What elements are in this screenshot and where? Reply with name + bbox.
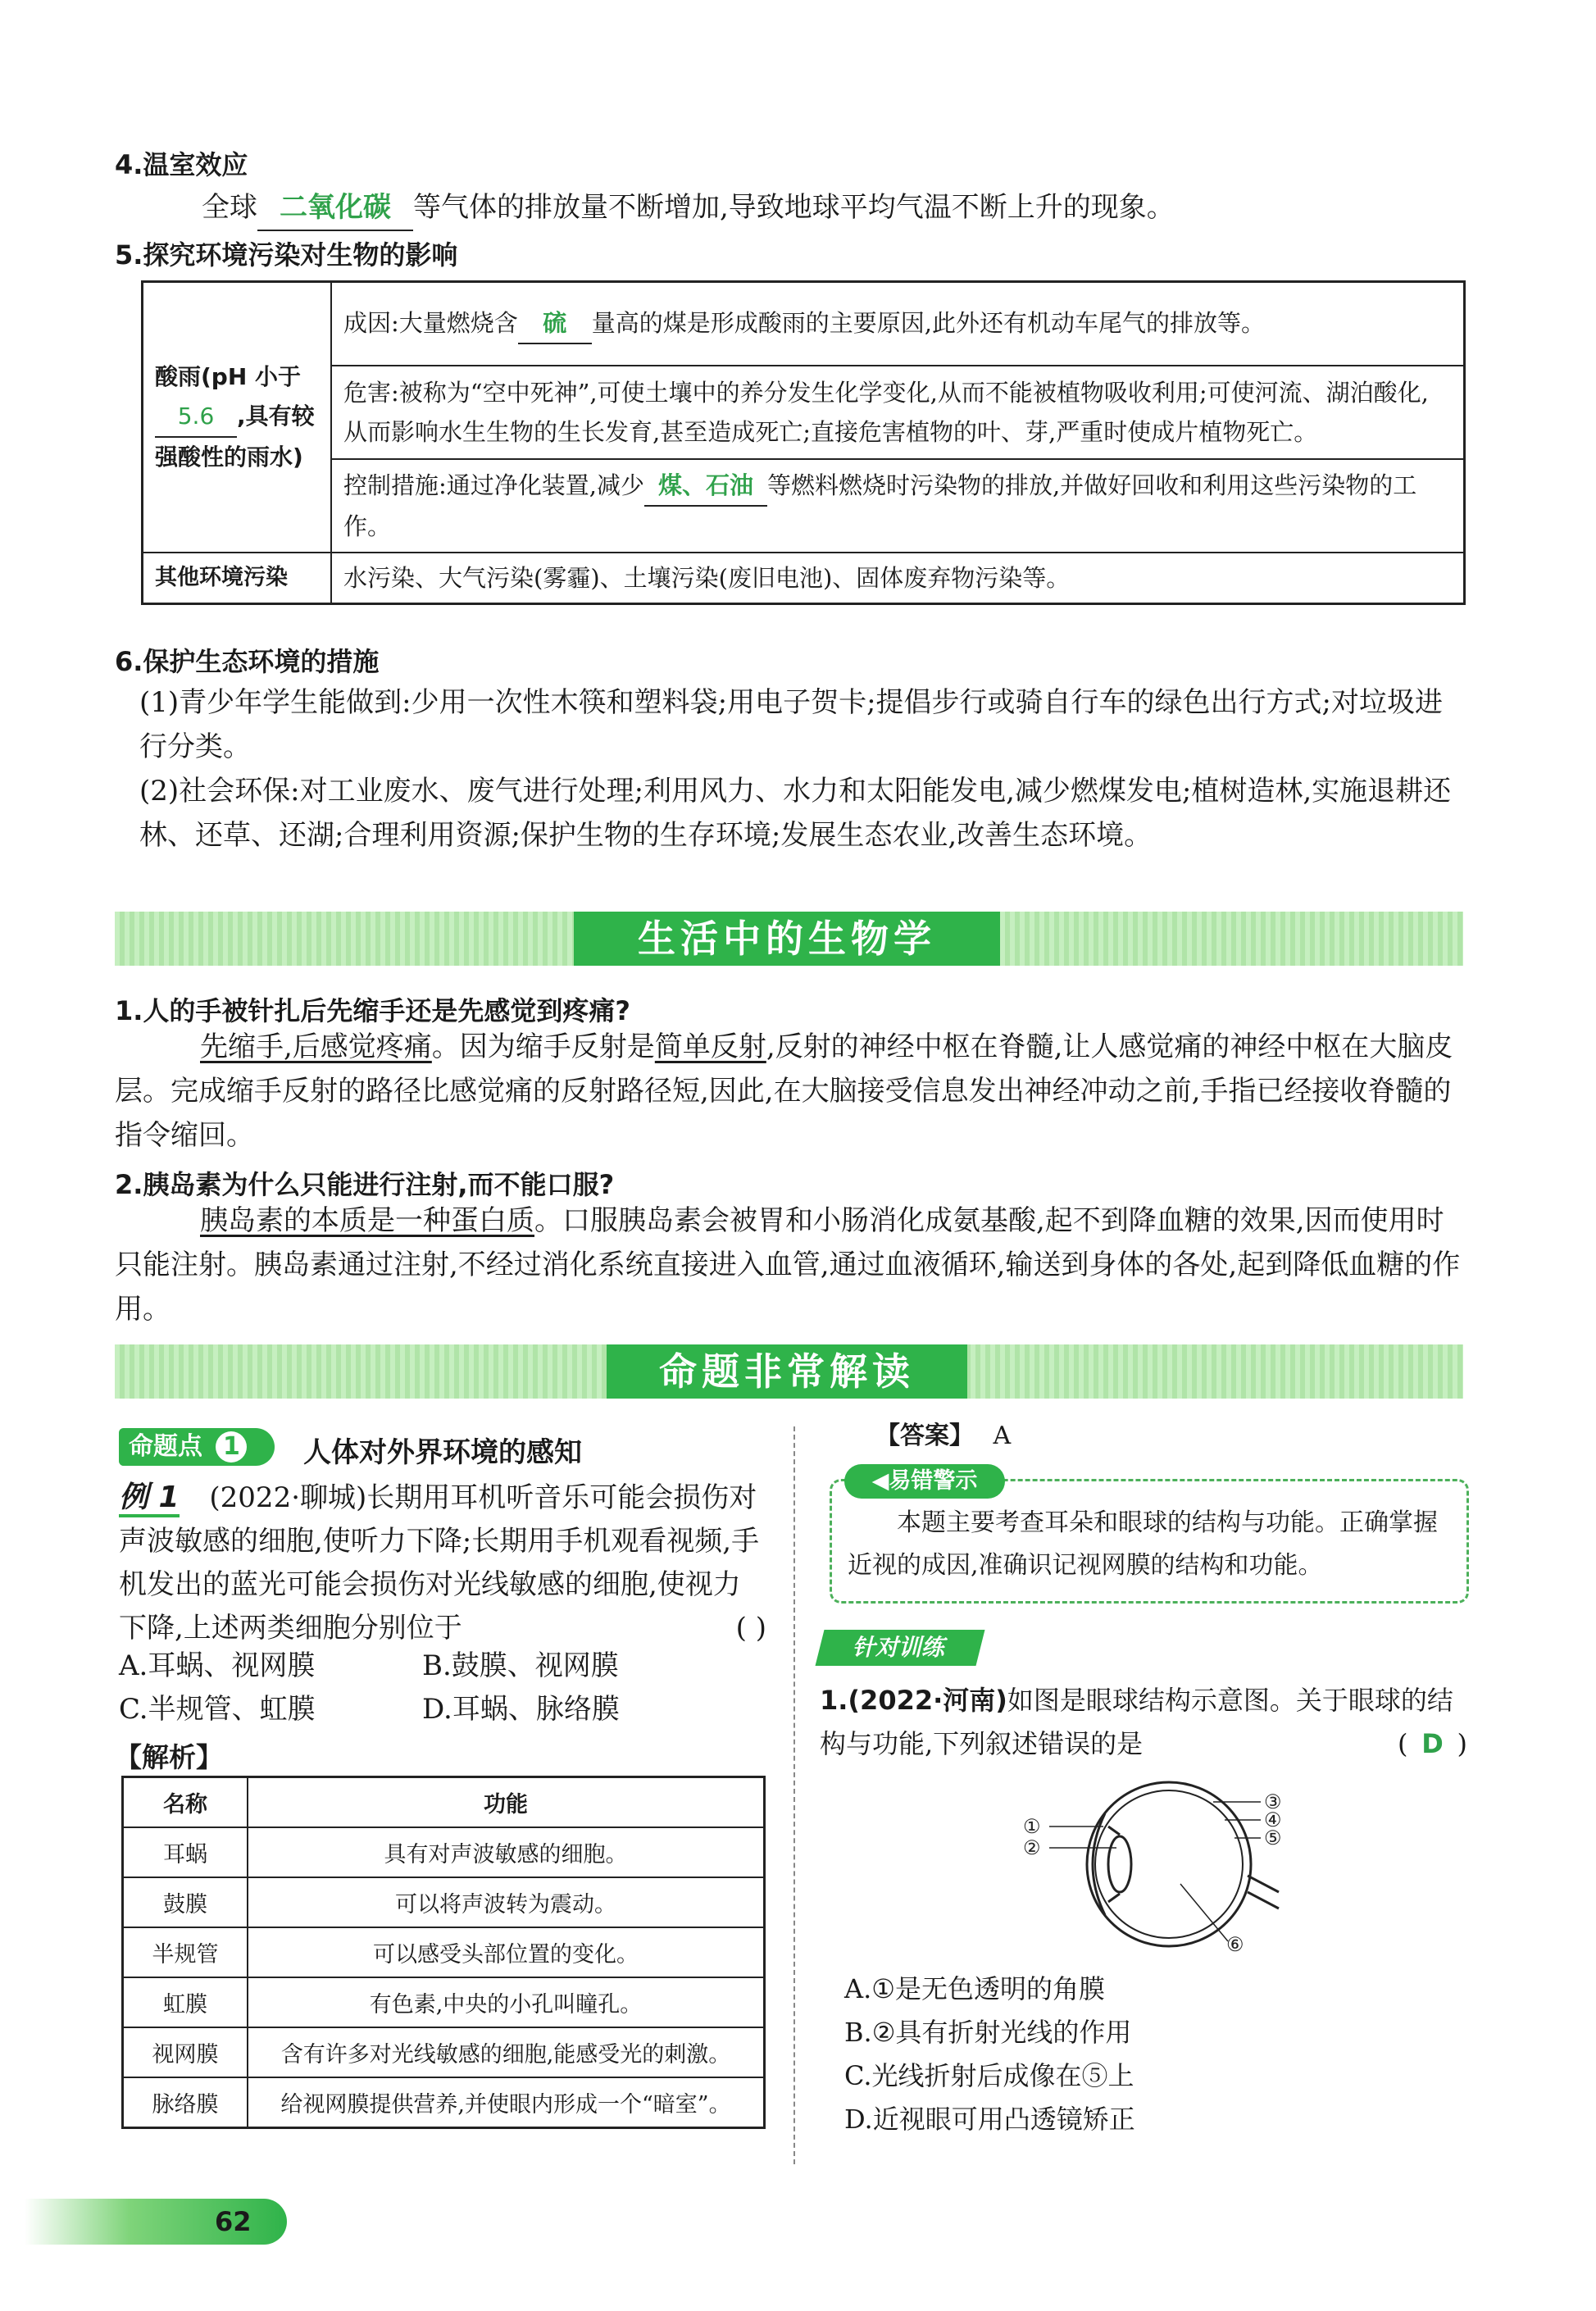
answer-label: 【答案】	[875, 1422, 974, 1450]
example-option-b: B.鼓膜、视网膜	[422, 1649, 619, 1682]
point-number: 1	[216, 1431, 247, 1463]
training-answer-paren: ( D )	[1398, 1722, 1467, 1766]
row-name: 视网膜	[123, 2027, 248, 2077]
acid-cause-cell: 成因:大量燃烧含 硫 量高的煤是形成酸雨的主要原因,此外还有机动车尾气的排放等。	[331, 282, 1465, 366]
example-label: 例 1	[119, 1481, 180, 1517]
row-function: 可以感受头部位置的变化。	[248, 1927, 765, 1977]
acid-ph-answer: 5.6	[155, 397, 237, 438]
choroid-outline	[1095, 1790, 1243, 1938]
answer-value: A	[993, 1422, 1012, 1450]
example-source: (2022·聊城)	[209, 1481, 367, 1514]
row-function: 给视网膜提供营养,并使眼内形成一个“暗室”。	[248, 2077, 765, 2128]
row-name: 鼓膜	[123, 1877, 248, 1927]
table-row	[123, 1827, 765, 1877]
example-paren: ( )	[735, 1612, 766, 1645]
banner-exam-title: 命题非常解读	[607, 1344, 967, 1399]
s4-post: 等气体的排放量不断增加,导致地球平均气温不断上升的现象。	[413, 191, 1175, 224]
pollution-table	[141, 280, 1466, 605]
eye-diagram	[1008, 1769, 1295, 1954]
analysis-label: 【解析】	[115, 1741, 223, 1773]
fig-label-3: ③	[1264, 1790, 1282, 1813]
life-question-2: 2.胰岛素为什么只能进行注射,而不能口服?	[115, 1169, 615, 1200]
training-question-1: 1.(2022·河南)如图是眼球结构示意图。关于眼球的结构与功能,下列叙述错误的是 ( D )	[820, 1679, 1467, 1766]
training-option-a: A.①是无色透明的角膜	[844, 1973, 1105, 2004]
page-number-tab	[25, 2199, 287, 2245]
training-option-d: D.近视眼可用凸透镜矫正	[844, 2104, 1135, 2135]
section-6-title: 6.保护生态环境的措施	[115, 646, 380, 677]
optic-nerve	[1248, 1876, 1279, 1908]
page-number: 62	[215, 2206, 252, 2237]
row-name: 脉络膜	[123, 2077, 248, 2128]
analysis-table	[121, 1776, 766, 2129]
example-1	[119, 1476, 766, 1650]
banner-exam-analysis	[115, 1344, 1463, 1399]
row-function: 可以将声波转为震动。	[248, 1877, 765, 1927]
fig-label-1: ①	[1023, 1815, 1041, 1838]
other-pollution-label: 其他环境污染	[143, 553, 332, 604]
s4-pre: 全球	[202, 191, 257, 224]
column-divider	[793, 1426, 795, 2164]
cause-answer: 硫	[518, 303, 592, 344]
fig-label-5: ⑤	[1264, 1827, 1282, 1849]
control-answer: 煤、石油	[644, 466, 767, 507]
section-6-item-1: (1)青少年学生能做到:少用一次性木筷和塑料袋;用电子贺卡;提倡步行或骑自行车的绿色出行方式;对垃圾进行分类。	[139, 686, 1443, 763]
analysis-header-name: 名称	[123, 1777, 248, 1828]
s4-answer: 二氧化碳	[257, 185, 413, 231]
table-row	[123, 1877, 765, 1927]
row-name: 耳蜗	[123, 1827, 248, 1877]
table-row	[123, 1977, 765, 2027]
lens	[1108, 1836, 1131, 1892]
life-answer-2: 胰岛素的本质是一种蛋白质。口服胰岛素会被胃和小肠消化成氨基酸,起不到降血糖的效果,因而使用时只能注射。胰岛素通过注射,不经过消化系统直接进入血管,通过血液循环,输送到身体的各处,起到降低血糖的作用。	[115, 1204, 1461, 1326]
fig-label-2: ②	[1023, 1836, 1041, 1859]
fig-label-4: ④	[1264, 1808, 1282, 1831]
row-function: 具有对声波敏感的细胞。	[248, 1827, 765, 1877]
example-option-d: D.耳蜗、脉络膜	[422, 1693, 620, 1726]
training-label: 针对训练	[816, 1630, 985, 1666]
section-5-title: 5.探究环境污染对生物的影响	[115, 239, 458, 271]
table-row	[123, 2027, 765, 2077]
section-4-text	[202, 185, 1480, 231]
other-pollution-text: 水污染、大气污染(雾霾)、土壤污染(废旧电池)、固体废弃物污染等。	[331, 553, 1465, 604]
example-stem: 长期用耳机听音乐可能会损伤对声波敏感的细胞,使听力下降;长期用手机观看视频,手机发出的蓝光可能会损伤对光线敏感的细胞,使视力下降,上述两类细胞分别位于	[119, 1481, 760, 1645]
life-answer-1: 先缩手,后感觉疼痛。因为缩手反射是简单反射,反射的神经中枢在脊髓,让人感觉痛的神经中枢在大脑皮层。完成缩手反射的路径比感觉痛的反射路径短,因此,在大脑接受信息发出神经冲动之前,手指已经接收脊髓的指令缩回。	[115, 1030, 1453, 1152]
example-option-a: A.耳蜗、视网膜	[119, 1649, 316, 1682]
life-question-1: 1.人的手被针扎后先缩手还是先感觉到疼痛?	[115, 995, 630, 1026]
training-option-c: C.光线折射后成像在⑤上	[844, 2060, 1134, 2091]
banner-life-biology	[115, 912, 1463, 966]
row-name: 半规管	[123, 1927, 248, 1977]
table-row	[123, 1927, 765, 1977]
megaphone-icon: ◀	[871, 1468, 889, 1494]
training-answer: D	[1421, 1728, 1444, 1759]
training-option-b: B.②具有折射光线的作用	[844, 2017, 1132, 2048]
section-4-title: 4.温室效应	[115, 149, 248, 180]
eyeball-outline	[1087, 1782, 1251, 1946]
section-6-item-2: (2)社会环保:对工业废水、废气进行处理;利用风力、水力和太阳能发电,减少燃煤发电;植树造林,实施退耕还林、还草、还湖;合理利用资源;保护生物的生存环境;发展生态农业,改善生态环境。	[139, 775, 1452, 852]
row-name: 虹膜	[123, 1977, 248, 2027]
fig-label-6: ⑥	[1226, 1933, 1244, 1954]
row-function: 有色素,中央的小孔叫瞳孔。	[248, 1977, 765, 2027]
analysis-header-function: 功能	[248, 1777, 765, 1828]
point-title: 人体对外界环境的感知	[303, 1436, 582, 1469]
example-option-c: C.半规管、虹膜	[119, 1693, 316, 1726]
banner-life-title: 生活中的生物学	[574, 912, 1000, 966]
tip-text: 本题主要考查耳朵和眼球的结构与功能。正确掌握近视的成因,准确识记视网膜的结构和功能。	[848, 1508, 1438, 1580]
acid-control-cell: 控制措施:通过净化装置,减少 煤、石油 等燃料燃烧时污染物的排放,并做好回收和利用这些污染物的工作。	[331, 459, 1465, 553]
table-row	[123, 2077, 765, 2128]
answer	[875, 1418, 1011, 1454]
tip-label: ◀易错警示	[844, 1464, 1005, 1499]
acid-rain-label: 酸雨(pH 小于 5.6 ,具有较强酸性的雨水)	[143, 282, 332, 553]
point-tag: 命题点 1	[119, 1428, 275, 1466]
row-function: 含有许多对光线敏感的细胞,能感受光的刺激。	[248, 2027, 765, 2077]
acid-harm-cell: 危害:被称为“空中死神”,可使土壤中的养分发生化学变化,从而不能被植物吸收利用;可使河流、湖泊酸化,从而影响水生生物的生长发育,甚至造成死亡;直接危害植物的叶、芽,严重时使成片植物死亡。	[331, 366, 1465, 459]
